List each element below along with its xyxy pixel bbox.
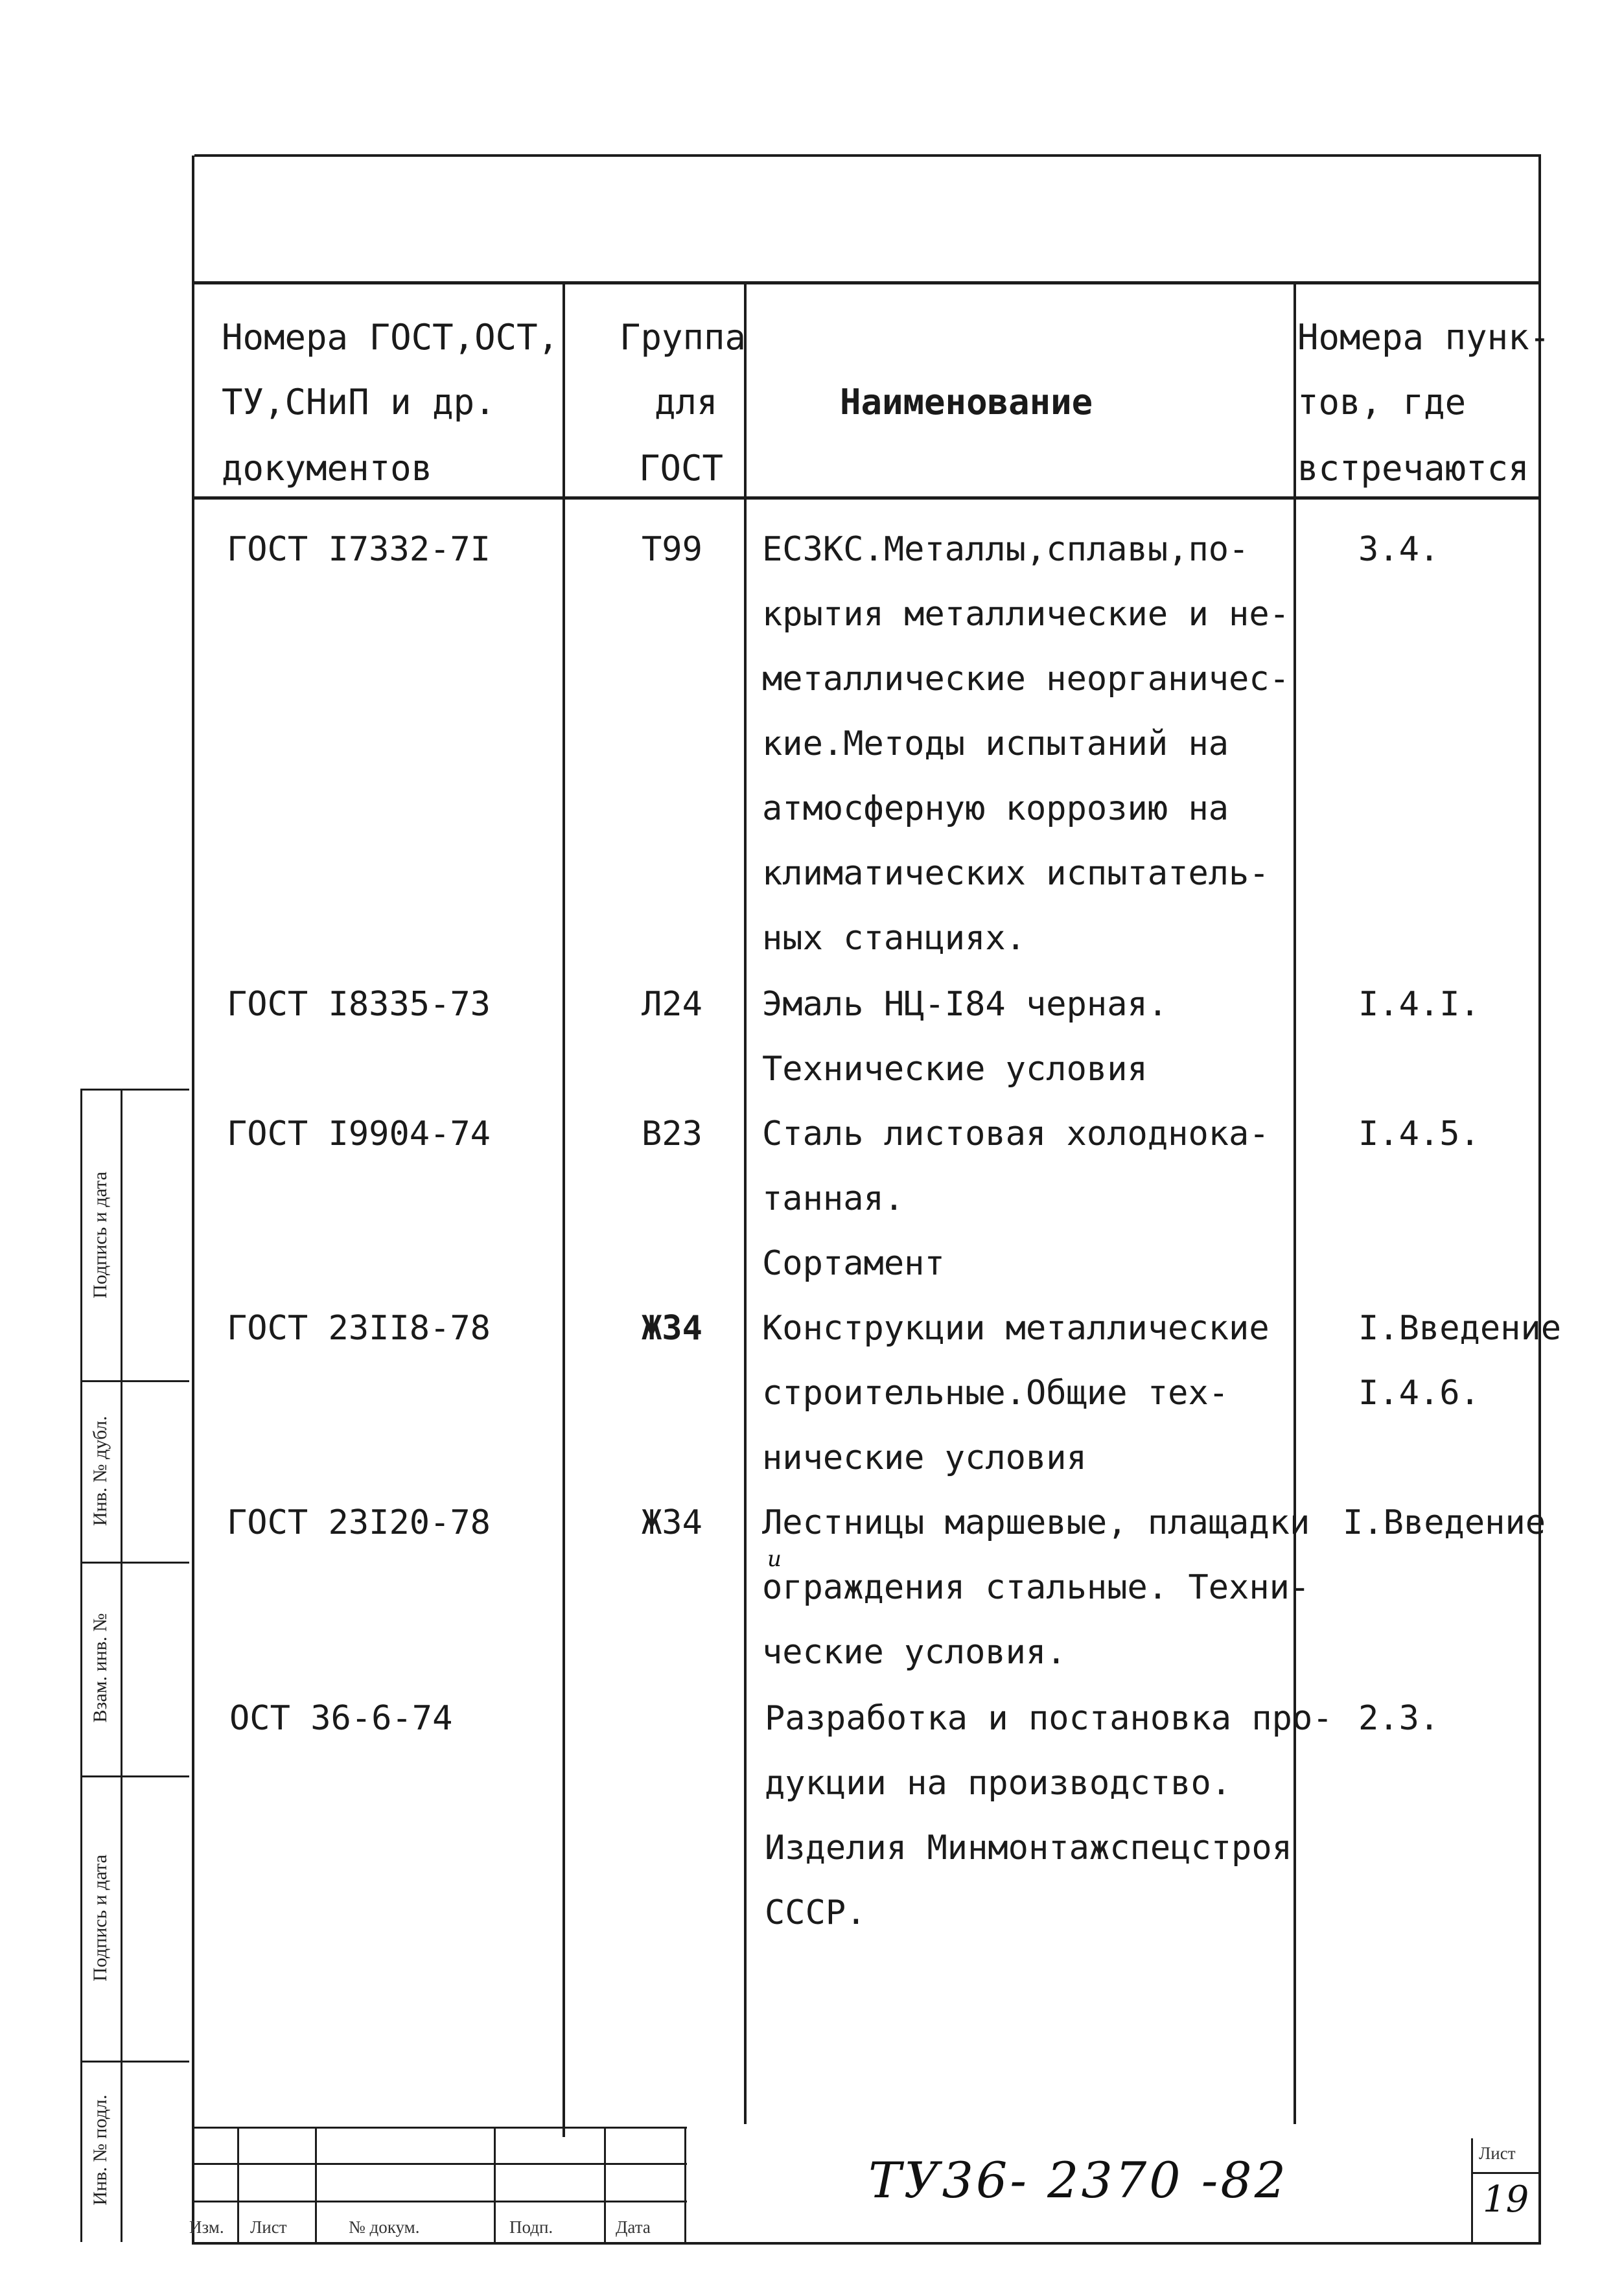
side-stamp-right-line (121, 1089, 122, 2242)
name-line: танная. (762, 1179, 905, 1218)
title-block-col-line (315, 2127, 317, 2243)
group-code: Ж34 (642, 1503, 702, 1542)
side-stamp-signature-date: Подпись и дата (89, 1172, 111, 1299)
side-stamp-dup-inv: Инв. № дубл. (89, 1416, 111, 1526)
name-line: Сортамент (762, 1244, 945, 1283)
name-line: нические условия (762, 1439, 1087, 1477)
sheet-number: 19 (1483, 2179, 1529, 2221)
side-stamp-replace-inv: Взам. инв. № (89, 1613, 111, 1723)
header-group-line-1: Группа (620, 317, 747, 358)
col-separator-1 (563, 283, 565, 2137)
name-line: атмосферную коррозию на (762, 789, 1229, 828)
sheet-box-left-line (1471, 2138, 1473, 2243)
frame-left-line (192, 156, 194, 2245)
title-block-col-line (604, 2127, 606, 2243)
table-header-bottom-line (194, 496, 1541, 500)
side-stamp-divider (80, 1562, 189, 1564)
side-stamp-orig-inv: Инв. № подл. (89, 2094, 111, 2206)
name-line: строительные.Общие тех- (762, 1374, 1229, 1413)
point-number: I.Введение (1358, 1309, 1562, 1348)
header-group-line-2: для (655, 382, 718, 422)
label-change: Изм. (189, 2217, 224, 2237)
name-line: климатических испытатель- (762, 854, 1270, 893)
point-number: 2.3. (1358, 1699, 1440, 1738)
point-number: I.4.I. (1358, 985, 1480, 1024)
name-line: ных станциях. (762, 919, 1026, 958)
label-signature: Подп. (509, 2217, 553, 2237)
title-block-row-line (194, 2163, 687, 2165)
header-name: Наименование (840, 382, 1093, 422)
group-code: В23 (642, 1115, 702, 1153)
name-line: Изделия Минмонтажспецстроя (765, 1829, 1292, 1867)
title-block-col-line (494, 2127, 496, 2243)
sheet-box-divider (1471, 2172, 1540, 2174)
name-line: дукции на производство. (765, 1764, 1232, 1803)
name-line: Эмаль НЦ-I84 черная. (762, 985, 1168, 1024)
title-block-top-line (194, 2127, 687, 2129)
header-group-line-3: ГОСТ (639, 448, 724, 489)
title-block-col-line (237, 2127, 239, 2243)
frame-right-line (1538, 154, 1541, 2245)
name-line: Сталь листовая холоднока- (762, 1115, 1270, 1153)
doc-number: ГОСТ 23I20-78 (227, 1503, 491, 1542)
title-block-row-line (194, 2201, 687, 2202)
doc-number: ГОСТ I7332-7I (227, 530, 491, 569)
header-points-line-3: встречаются (1297, 448, 1529, 489)
name-line: ческие условия. (762, 1633, 1067, 1672)
group-code: Т99 (642, 530, 702, 569)
col-separator-3 (1293, 283, 1296, 2124)
name-line: СССР. (765, 1893, 866, 1932)
col-separator-2 (744, 283, 747, 2124)
doc-number: ГОСТ I9904-74 (227, 1115, 491, 1153)
frame-top-line (194, 154, 1541, 157)
group-code: Ж34 (642, 1309, 702, 1348)
name-line: Разработка и постановка про- (765, 1699, 1333, 1738)
frame-bottom-line (192, 2242, 1541, 2245)
point-number: 3.4. (1358, 530, 1440, 569)
name-line: ограждения стальные. Техни- (762, 1568, 1310, 1607)
name-line: металлические неорганичес- (762, 660, 1290, 699)
side-stamp-left-line (80, 1089, 82, 2242)
sheet-label: Лист (1479, 2144, 1516, 2163)
name-line: крытия металлические и не- (762, 595, 1290, 634)
name-line: кие.Методы испытаний на (762, 724, 1229, 763)
side-stamp-divider (80, 1089, 189, 1091)
header-points-line-1: Номера пунк- (1297, 317, 1551, 358)
title-block-col-line (684, 2127, 686, 2243)
label-date: Дата (616, 2217, 651, 2237)
side-stamp-signature-date-2: Подпись и дата (89, 1855, 111, 1982)
name-line: Лестницы маршевые, плащадки (762, 1503, 1310, 1542)
point-number: I.4.6. (1358, 1374, 1480, 1413)
header-doc-line-2: ТУ,СНиП и др. (222, 382, 496, 422)
doc-number: ОСТ 36-6-74 (229, 1699, 453, 1738)
point-number: I.Введение (1343, 1503, 1546, 1542)
name-line: Технические условия (762, 1050, 1148, 1089)
label-sheet: Лист (250, 2217, 287, 2237)
name-line: Конструкции металлические (762, 1309, 1270, 1348)
doc-number: ГОСТ 23II8-78 (227, 1309, 491, 1348)
document-designation: ТУ36- 2370 -82 (868, 2151, 1289, 2209)
doc-number: ГОСТ I8335-73 (227, 985, 491, 1024)
header-doc-line-3: документов (222, 448, 433, 489)
name-line: ЕСЗКС.Металлы,сплавы,по- (762, 530, 1249, 569)
insert-mark: и (767, 1546, 782, 1572)
label-doc-number: № докум. (349, 2217, 420, 2237)
header-doc-line-1: Номера ГОСТ,ОСТ, (222, 317, 559, 358)
table-top-line (194, 281, 1541, 284)
point-number: I.4.5. (1358, 1115, 1480, 1153)
header-points-line-2: тов, где (1297, 382, 1467, 422)
group-code: Л24 (642, 985, 702, 1024)
